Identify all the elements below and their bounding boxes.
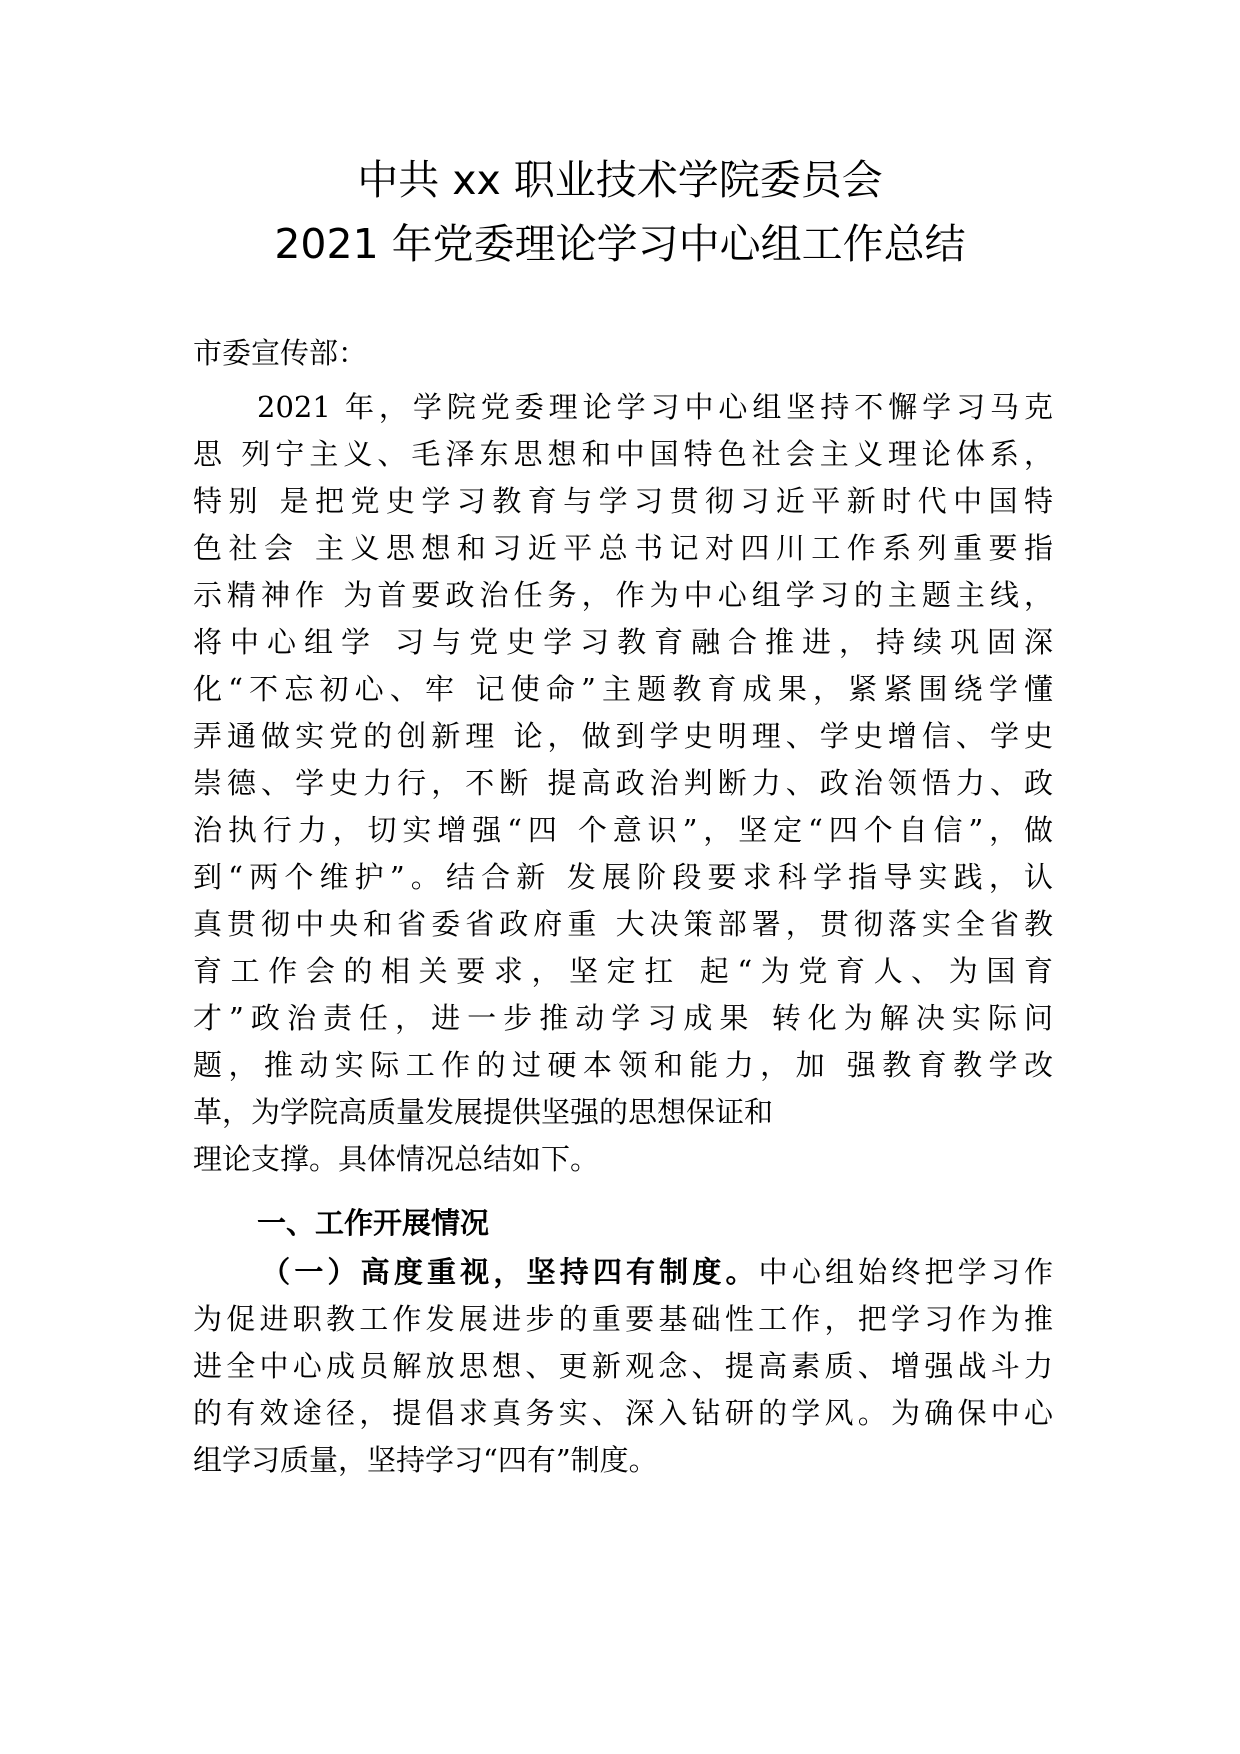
intro-line: 题，推动实际工作的过硬本领和能力，加 强教育教学改 (193, 1048, 1053, 1082)
document-body (193, 322, 1053, 1484)
intro-paragraph (193, 384, 1053, 1183)
title-line-1: 中共 xx 职业技术学院委员会 (357, 156, 883, 204)
intro-line: 崇德、学史力行，不断 提高政治判断力、政治领悟力、政 (193, 766, 1053, 800)
salutation: 市委宣传部： (193, 336, 368, 370)
intro-line: 真贯彻中央和省委省政府重 大决策部署，贯彻落实全省教 (193, 907, 1053, 941)
intro-line: 弄通做实党的创新理 论，做到学史明理、学史增信、学史 (193, 719, 1053, 753)
subsection-line: 进全中心成员解放思想、更新观念、提高素质、增强战斗力 (193, 1349, 1053, 1383)
intro-line: 理论支撑。具体情况总结如下。 (193, 1142, 600, 1176)
intro-line: 将中心组学 习与党史学习教育融合推进，持续巩固深 (193, 625, 1053, 659)
intro-line: 特别 是把党史学习教育与学习贯彻习近平新时代中国特 (193, 484, 1053, 518)
intro-line: 2021 年，学院党委理论学习中心组坚持不懈学习马克 (257, 390, 1053, 424)
subsection-line: 为促进职教工作发展进步的重要基础性工作，把学习作为推 (193, 1302, 1053, 1336)
intro-line: 示精神作 为首要政治任务，作为中心组学习的主题主线， (193, 578, 1053, 612)
intro-line: 色社会 主义思想和习近平总书记对四川工作系列重要指 (193, 531, 1053, 565)
subsection-heading: （一）高度重视，坚持四有制度。 (257, 1255, 759, 1289)
intro-line: 育工作会的相关要求，坚定扛 起“为党育人、为国育 (193, 954, 1053, 988)
intro-line: 才”政治责任，进一步推动学习成果 转化为解决实际问 (193, 1001, 1053, 1035)
subsection-line: （一）高度重视，坚持四有制度。中心组始终把学习作 (257, 1255, 1053, 1289)
subsection-paragraph (193, 1249, 1053, 1484)
subsection-line: 的有效途径，提倡求真务实、深入钻研的学风。为确保中心 (193, 1396, 1053, 1430)
intro-line: 化“不忘初心、牢 记使命”主题教育成果，紧紧围绕学懂 (193, 672, 1053, 706)
intro-line: 思 列宁主义、毛泽东思想和中国特色社会主义理论体系， (193, 437, 1053, 471)
intro-line: 到“两个维护”。结合新 发展阶段要求科学指导实践，认 (193, 860, 1053, 894)
section-heading: 一、工作开展情况 (257, 1206, 490, 1240)
title-line-2: 2021 年党委理论学习中心组工作总结 (274, 220, 966, 268)
document-title (0, 150, 1240, 276)
intro-line: 治执行力，切实增强“四 个意识”，坚定“四个自信”，做 (193, 813, 1053, 847)
intro-line: 革，为学院高质量发展提供坚强的思想保证和 (193, 1095, 774, 1129)
subsection-line: 组学习质量，坚持学习“四有”制度。 (193, 1443, 658, 1477)
